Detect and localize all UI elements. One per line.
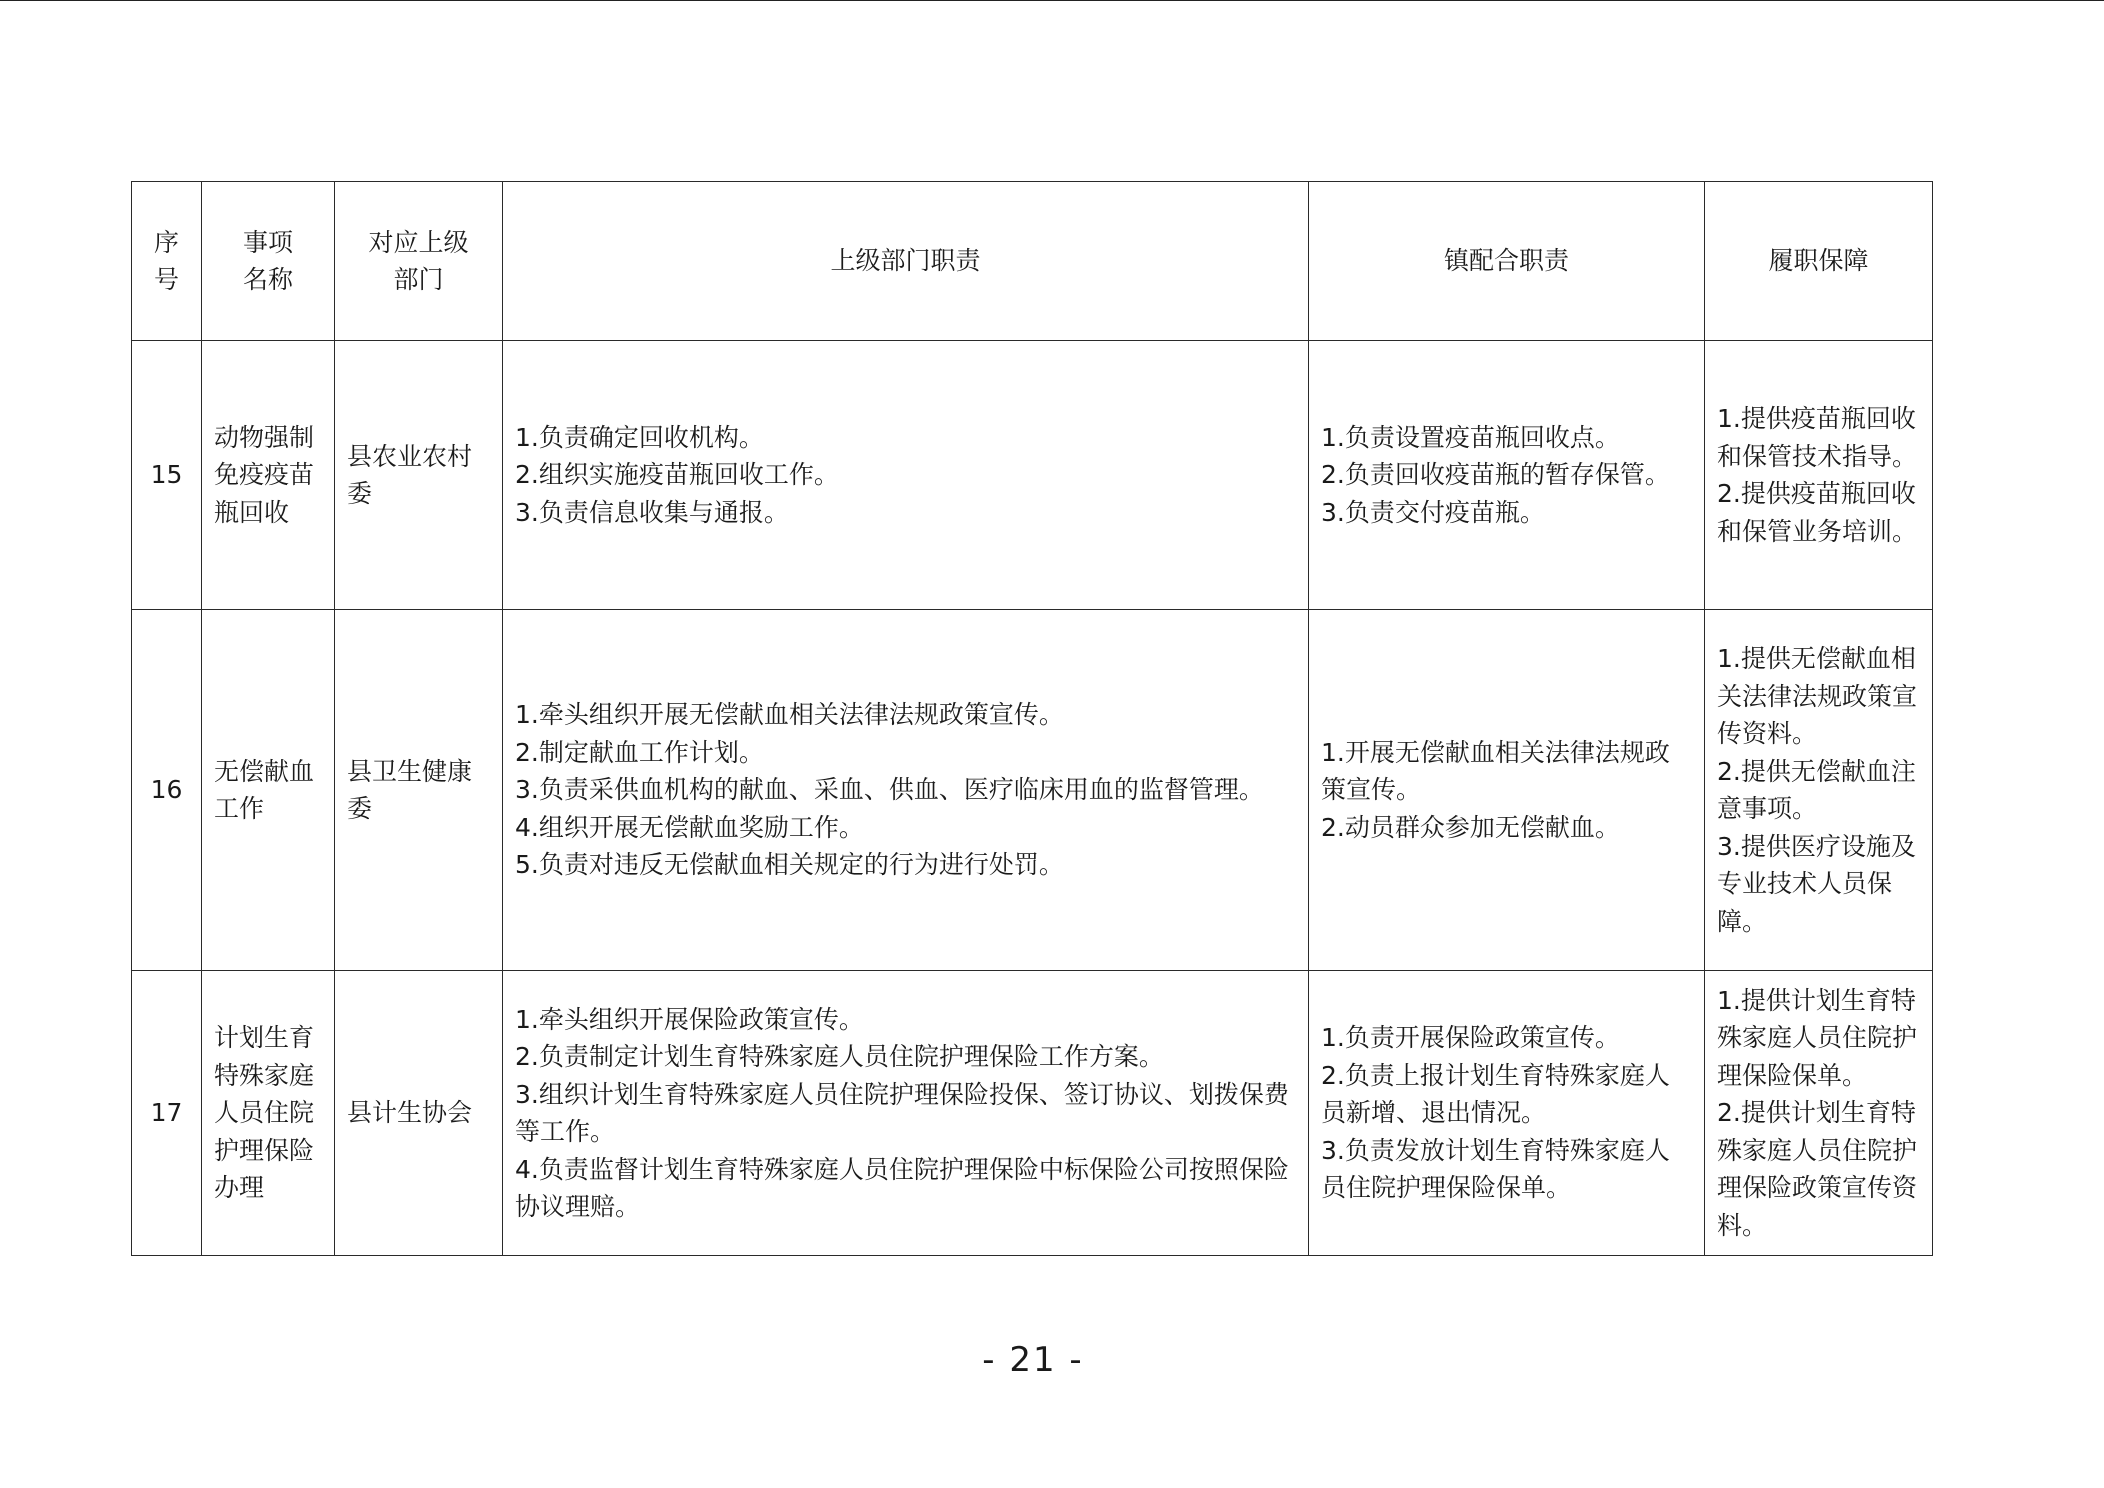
guarantee-line: 2.提供无偿献血注意事项。 [1717, 756, 1916, 823]
table-row [132, 341, 1933, 610]
upper-department: 县卫生健康委 [335, 610, 503, 971]
upper-duty-line: 2.组织实施疫苗瓶回收工作。 [515, 460, 839, 490]
table-header-row [132, 182, 1933, 341]
town-duty-line: 1.负责设置疫苗瓶回收点。 [1321, 422, 1620, 452]
item-name: 计划生育特殊家庭人员住院护理保险办理 [202, 971, 335, 1256]
upper-duty-cell [503, 341, 1309, 610]
duty-table [131, 181, 1933, 1256]
table-row [132, 971, 1933, 1256]
header-item-line2: 名称 [242, 265, 293, 294]
upper-duty-line: 2.负责制定计划生育特殊家庭人员住院护理保险工作方案。 [515, 1042, 1164, 1071]
item-name: 动物强制免疫疫苗瓶回收 [202, 341, 335, 610]
guarantee-line: 1.提供疫苗瓶回收和保管技术指导。 [1717, 404, 1918, 471]
town-duty-line: 2.负责回收疫苗瓶的暂存保管。 [1321, 460, 1670, 490]
upper-duty-line: 4.负责监督计划生育特殊家庭人员住院护理保险中标保险公司按照保险协议理赔。 [515, 1154, 1289, 1221]
town-duty-cell [1309, 610, 1705, 971]
header-dept-line1: 对应上级 [368, 227, 469, 257]
upper-duty-line: 3.负责信息收集与通报。 [515, 497, 789, 527]
upper-duty-line: 1.牵头组织开展保险政策宣传。 [515, 1004, 864, 1034]
header-no-line2: 号 [153, 265, 179, 294]
upper-department: 县农业农村委 [335, 341, 503, 610]
upper-duty-line: 2.制定献血工作计划。 [515, 737, 764, 767]
upper-duty-line: 1.负责确定回收机构。 [515, 422, 764, 452]
town-duty-line: 3.负责交付疫苗瓶。 [1321, 497, 1545, 527]
town-duty-cell [1309, 971, 1705, 1256]
row-number: 15 [132, 341, 202, 610]
upper-department: 县计生协会 [335, 971, 503, 1256]
town-duty-line: 1.开展无偿献血相关法律法规政策宣传。 [1321, 737, 1670, 805]
guarantee-cell [1705, 971, 1933, 1256]
town-duty-cell [1309, 341, 1705, 610]
row-number: 16 [132, 610, 202, 971]
town-duty-line: 3.负责发放计划生育特殊家庭人员住院护理保险保单。 [1321, 1135, 1670, 1203]
header-item [202, 182, 335, 341]
page-number: - 21 - [982, 1340, 1084, 1380]
header-town-duty: 镇配合职责 [1309, 182, 1705, 341]
upper-duty-line: 3.负责采供血机构的献血、采血、供血、医疗临床用血的监督管理。 [515, 775, 1264, 805]
header-dept [335, 182, 503, 341]
guarantee-line: 2.提供计划生育特殊家庭人员住院护理保险政策宣传资料。 [1717, 1098, 1918, 1240]
upper-duty-line: 4.组织开展无偿献血奖励工作。 [515, 812, 864, 842]
header-no-line1: 序 [153, 227, 179, 257]
guarantee-cell [1705, 610, 1933, 971]
header-item-line1: 事项 [242, 227, 293, 257]
guarantee-cell [1705, 341, 1933, 610]
upper-duty-cell [503, 610, 1309, 971]
top-border-line [0, 0, 2104, 1]
town-duty-line: 2.负责上报计划生育特殊家庭人员新增、退出情况。 [1321, 1060, 1670, 1128]
guarantee-line: 1.提供无偿献血相关法律法规政策宣传资料。 [1717, 644, 1918, 748]
upper-duty-line: 1.牵头组织开展无偿献血相关法律法规政策宣传。 [515, 700, 1064, 730]
header-upper-duty: 上级部门职责 [503, 182, 1309, 341]
table-row [132, 610, 1933, 971]
header-guarantee: 履职保障 [1705, 182, 1933, 341]
upper-duty-cell [503, 971, 1309, 1256]
header-no [132, 182, 202, 341]
upper-duty-line: 3.组织计划生育特殊家庭人员住院护理保险投保、签订协议、划拨保费等工作。 [515, 1079, 1289, 1146]
item-name: 无偿献血工作 [202, 610, 335, 971]
guarantee-line: 2.提供疫苗瓶回收和保管业务培训。 [1717, 479, 1918, 546]
town-duty-line: 2.动员群众参加无偿献血。 [1321, 812, 1620, 842]
town-duty-line: 1.负责开展保险政策宣传。 [1321, 1023, 1620, 1053]
header-dept-line2: 部门 [393, 265, 444, 294]
row-number: 17 [132, 971, 202, 1256]
guarantee-line: 1.提供计划生育特殊家庭人员住院护理保险保单。 [1717, 985, 1918, 1090]
guarantee-line: 3.提供医疗设施及专业技术人员保障。 [1717, 831, 1916, 936]
upper-duty-line: 5.负责对违反无偿献血相关规定的行为进行处罚。 [515, 850, 1064, 880]
